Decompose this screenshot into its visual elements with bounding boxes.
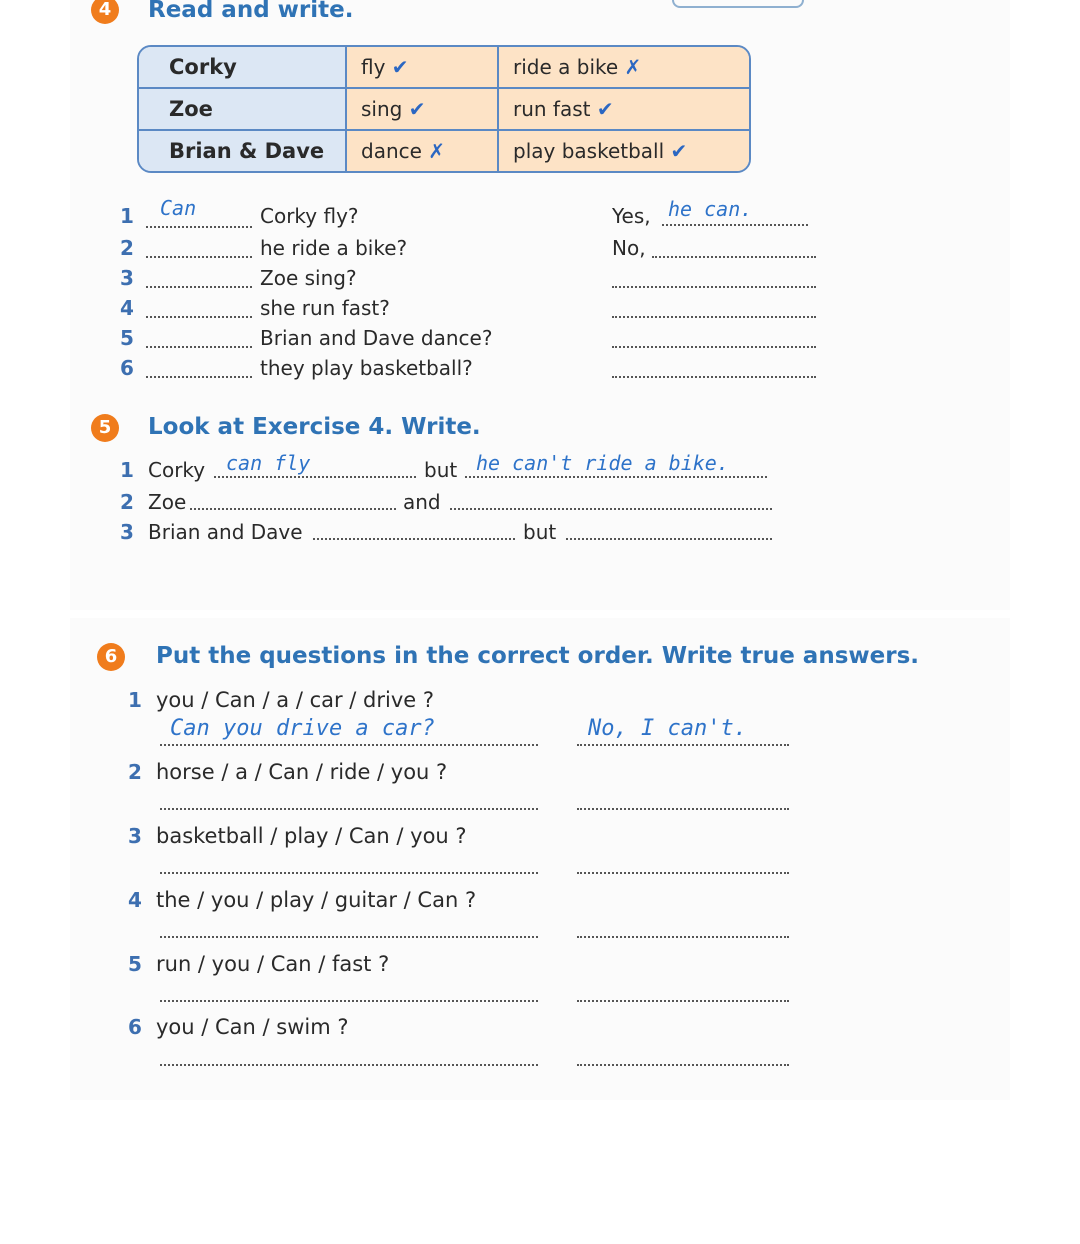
reply-blank[interactable]: [612, 316, 816, 318]
table-cell: [347, 89, 499, 131]
scrambled-words: horse / a / Can / ride / you ?: [156, 760, 448, 784]
answer-blank[interactable]: [577, 1000, 789, 1002]
reply-blank[interactable]: [612, 346, 816, 348]
handwritten-question: Can you drive a car?: [170, 716, 435, 741]
exercise-6-title: Put the questions in the correct order. Write true answers.: [156, 643, 920, 669]
reply-blank[interactable]: [612, 286, 816, 288]
item-number: 4: [120, 296, 134, 320]
answer-blank[interactable]: [146, 376, 252, 378]
table-cell: [499, 47, 749, 89]
reply-blank[interactable]: [662, 224, 808, 226]
exercise-6-badge: 6: [97, 643, 125, 671]
table-row: [139, 47, 749, 89]
handwritten-answer: he can't ride a bike.: [476, 451, 729, 475]
question-text: she run fast?: [260, 296, 390, 320]
item-number: 6: [120, 356, 134, 380]
item-number: 4: [128, 888, 142, 912]
item-number: 2: [120, 236, 134, 260]
item-number: 1: [120, 204, 134, 228]
subject-text: Corky: [148, 458, 206, 482]
answer-blank[interactable]: [146, 346, 252, 348]
item-number: 3: [120, 520, 134, 544]
table-row: [139, 131, 749, 171]
answer-blank[interactable]: [450, 508, 772, 510]
conjunction-text: but: [424, 458, 458, 482]
answer-blank[interactable]: [313, 538, 515, 540]
question-text: Zoe sing?: [260, 266, 357, 290]
answer-blank[interactable]: [566, 538, 772, 540]
item-number: 1: [120, 458, 134, 482]
answer-blank[interactable]: [214, 476, 416, 478]
cross-icon: ✗: [428, 139, 446, 163]
question-blank[interactable]: [160, 808, 538, 810]
table-name: Zoe: [139, 89, 347, 131]
item-number: 2: [128, 760, 142, 784]
decorative-oval: [672, 0, 804, 8]
table-cell: [499, 89, 749, 131]
question-text: he ride a bike?: [260, 236, 408, 260]
reply-blank[interactable]: [652, 256, 816, 258]
handwritten-answer: Can: [160, 196, 197, 220]
answer-blank[interactable]: [465, 476, 767, 478]
question-blank[interactable]: [160, 1064, 538, 1066]
subject-text: Zoe: [148, 490, 187, 514]
activity-label: run fast: [513, 97, 591, 121]
question-text: Brian and Dave dance?: [260, 326, 493, 350]
question-text: they play basketball?: [260, 356, 473, 380]
exercise-4-badge: 4: [91, 0, 119, 24]
activity-label: fly: [361, 55, 386, 79]
question-blank[interactable]: [160, 744, 538, 746]
exercise-5-badge: 5: [91, 414, 119, 442]
table-cell: [347, 131, 499, 171]
activity-label: ride a bike: [513, 55, 619, 79]
table-cell: [499, 131, 749, 171]
abilities-table: [137, 45, 751, 173]
scrambled-words: you / Can / swim ?: [156, 1015, 349, 1039]
handwritten-answer: can fly: [226, 451, 311, 475]
scrambled-words: basketball / play / Can / you ?: [156, 824, 467, 848]
conjunction-text: and: [403, 490, 441, 514]
conjunction-text: but: [523, 520, 557, 544]
question-blank[interactable]: [160, 1000, 538, 1002]
cross-icon: ✗: [624, 55, 642, 79]
scrambled-words: the / you / play / guitar / Can ?: [156, 888, 477, 912]
tick-icon: ✔: [596, 97, 614, 121]
table-name: Corky: [139, 47, 347, 89]
scrambled-words: run / you / Can / fast ?: [156, 952, 390, 976]
answer-blank[interactable]: [146, 316, 252, 318]
question-blank[interactable]: [160, 936, 538, 938]
item-number: 6: [128, 1015, 142, 1039]
item-number: 3: [128, 824, 142, 848]
tick-icon: ✔: [408, 97, 426, 121]
activity-label: play basketball: [513, 139, 665, 163]
table-cell: [347, 47, 499, 89]
tick-icon: ✔: [391, 55, 409, 79]
activity-label: sing: [361, 97, 403, 121]
tick-icon: ✔: [670, 139, 688, 163]
reply-prefix: Yes,: [612, 204, 651, 228]
answer-blank[interactable]: [146, 226, 252, 228]
answer-blank[interactable]: [577, 872, 789, 874]
table-row: [139, 89, 749, 131]
item-number: 3: [120, 266, 134, 290]
answer-blank[interactable]: [577, 744, 789, 746]
answer-blank[interactable]: [146, 286, 252, 288]
item-number: 5: [120, 326, 134, 350]
item-number: 5: [128, 952, 142, 976]
answer-blank[interactable]: [577, 1064, 789, 1066]
activity-label: dance: [361, 139, 422, 163]
item-number: 2: [120, 490, 134, 514]
item-number: 1: [128, 688, 142, 712]
answer-blank[interactable]: [190, 508, 396, 510]
question-text: Corky fly?: [260, 204, 359, 228]
answer-blank[interactable]: [146, 256, 252, 258]
exercise-5-title: Look at Exercise 4. Write.: [148, 414, 481, 440]
reply-blank[interactable]: [612, 376, 816, 378]
handwritten-reply: he can.: [668, 197, 753, 221]
scrambled-words: you / Can / a / car / drive ?: [156, 688, 435, 712]
subject-text: Brian and Dave: [148, 520, 303, 544]
answer-blank[interactable]: [577, 936, 789, 938]
question-blank[interactable]: [160, 872, 538, 874]
answer-blank[interactable]: [577, 808, 789, 810]
handwritten-answer: No, I can't.: [588, 716, 747, 741]
table-name: Brian & Dave: [139, 131, 347, 171]
exercise-4-title: Read and write.: [148, 0, 354, 23]
reply-prefix: No,: [612, 236, 646, 260]
